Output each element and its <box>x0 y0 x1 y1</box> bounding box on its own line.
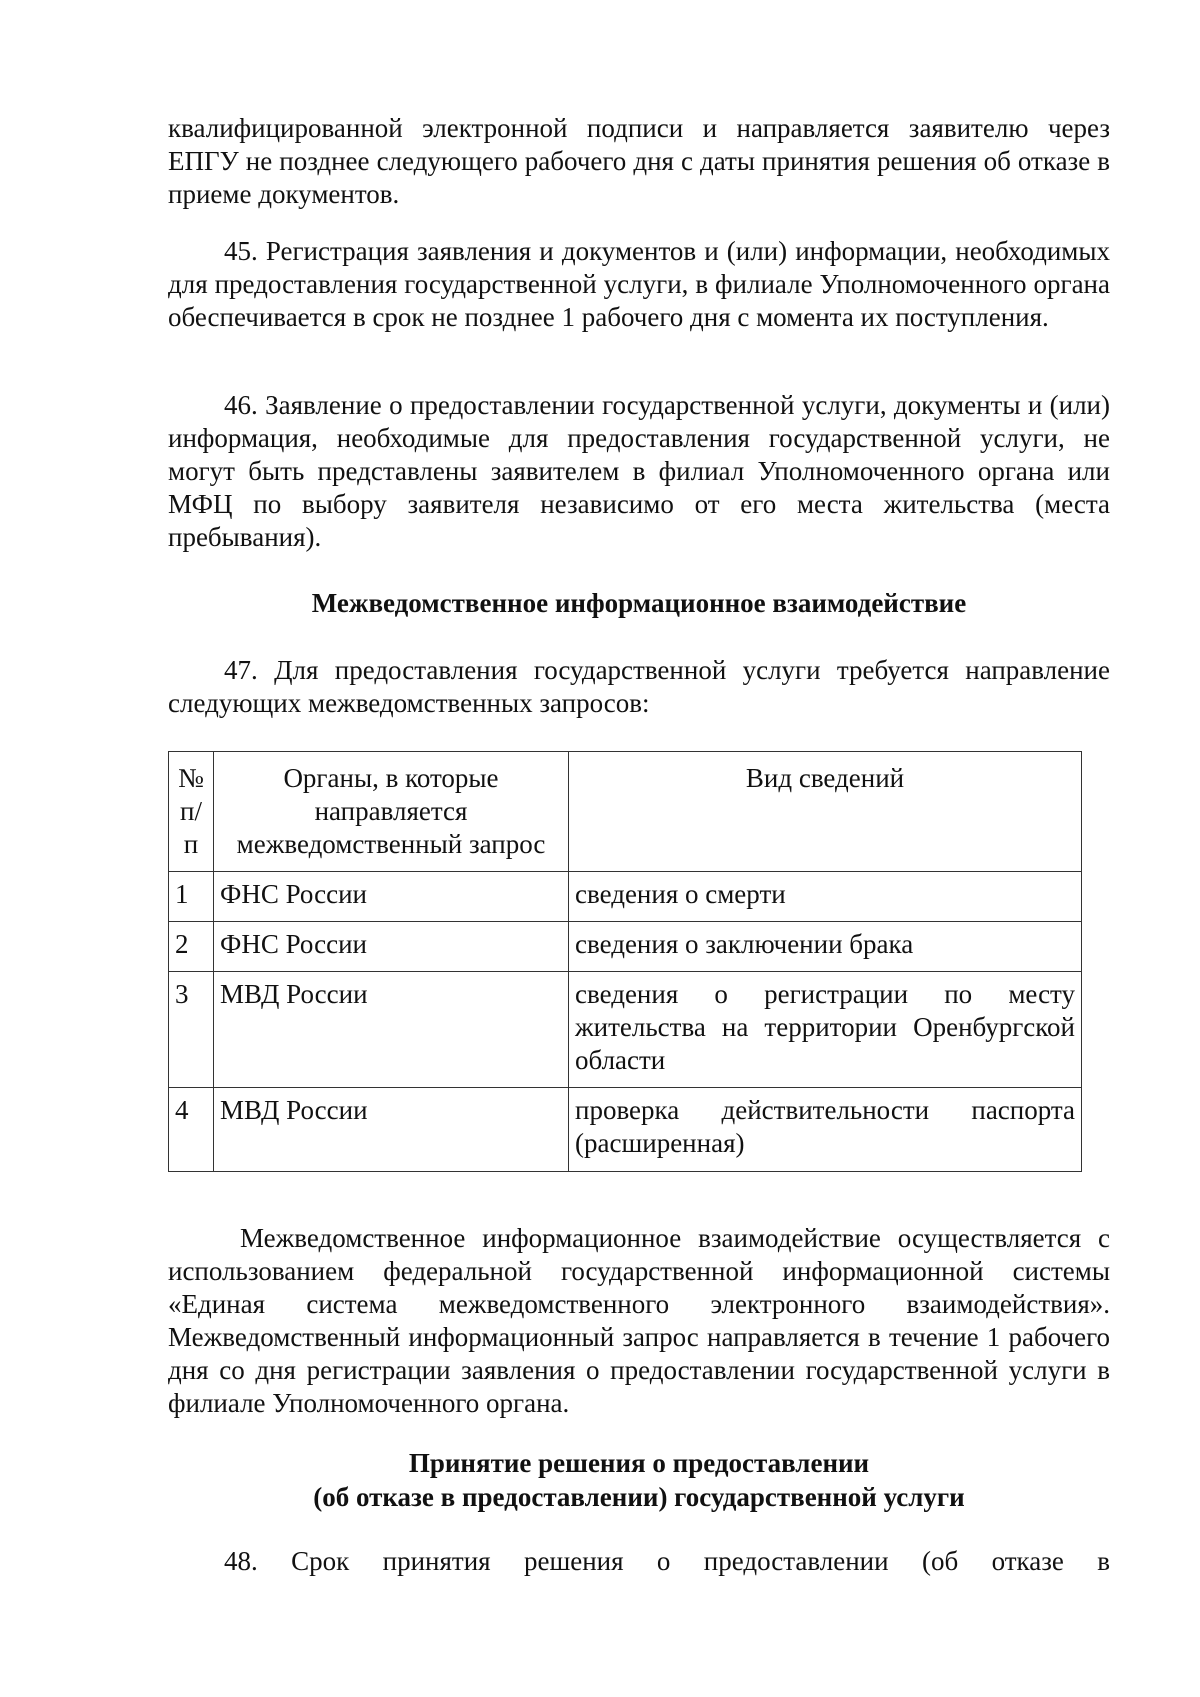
row-org: МВД России <box>214 1088 569 1172</box>
table-row <box>169 872 1082 922</box>
heading-line-2: (об отказе в предоставлении) государственной услуги <box>313 1482 965 1512</box>
paragraph-text: 48. Срок принятия решения о предоставлении (об отказе в <box>224 1546 1110 1576</box>
paragraph-text: 47. Для предоставления государственной услуги требуется направление следующих межведомственных запросов: <box>168 655 1110 718</box>
row-info: сведения о смерти <box>569 872 1082 922</box>
paragraph-interaction <box>168 1222 1110 1420</box>
row-org: МВД России <box>214 972 569 1088</box>
row-info: сведения о регистрации по месту жительства на территории Оренбургской области <box>569 972 1082 1088</box>
table-header-row <box>169 752 1082 872</box>
table-row <box>169 922 1082 972</box>
heading-line-1: Принятие решения о предоставлении <box>408 1448 870 1478</box>
heading-text: Межведомственное информационное взаимодействие <box>311 588 967 618</box>
header-num: № п/п <box>169 752 214 872</box>
section-heading-decision <box>168 1446 1110 1514</box>
table-row <box>169 972 1082 1088</box>
section-heading-interaction <box>168 586 1110 620</box>
paragraph-text: квалифицированной электронной подписи и направляется заявителю через ЕПГУ не позднее следующего рабочего дня с даты принятия решения об отказе в приеме документов. <box>168 113 1110 209</box>
paragraph-46 <box>168 389 1110 554</box>
row-info: проверка действительности паспорта (расширенная) <box>569 1088 1082 1172</box>
paragraph-47 <box>168 654 1110 720</box>
paragraph-text: 45. Регистрация заявления и документов и (или) информации, необходимых для предоставления государственной услуги, в филиале Уполномоченного органа обеспечивается в срок не позднее 1 рабочего дня с момента их поступления. <box>168 236 1110 332</box>
row-info: сведения о заключении брака <box>569 922 1082 972</box>
row-org: ФНС России <box>214 872 569 922</box>
row-num: 1 <box>169 872 214 922</box>
paragraph-45 <box>168 235 1110 334</box>
header-org: Органы, в которые направляется межведомственный запрос <box>214 752 569 872</box>
row-num: 4 <box>169 1088 214 1172</box>
paragraph-text: Межведомственное информационное взаимодействие осуществляется с использованием федеральной государственной информационной системы «Единая система межведомственного электронного взаимодействия». Межведомственный информационный запрос направляется в течение 1 рабочего дня со дня регистрации заявления о предоставлении государственной услуги в филиале Уполномоченного органа. <box>168 1223 1110 1418</box>
interagency-requests-table <box>168 751 1082 1172</box>
row-num: 3 <box>169 972 214 1088</box>
paragraph-continuation <box>168 112 1110 211</box>
paragraph-text: 46. Заявление о предоставлении государственной услуги, документы и (или) информация, необходимые для предоставления государственной услуги, не могут быть представлены заявителем в филиал Уполномоченного органа или МФЦ по выбору заявителя независимо от его места жительства (места пребывания). <box>168 390 1110 552</box>
row-org: ФНС России <box>214 922 569 972</box>
table-row <box>169 1088 1082 1172</box>
row-num: 2 <box>169 922 214 972</box>
header-info: Вид сведений <box>569 752 1082 872</box>
paragraph-48 <box>168 1545 1110 1578</box>
